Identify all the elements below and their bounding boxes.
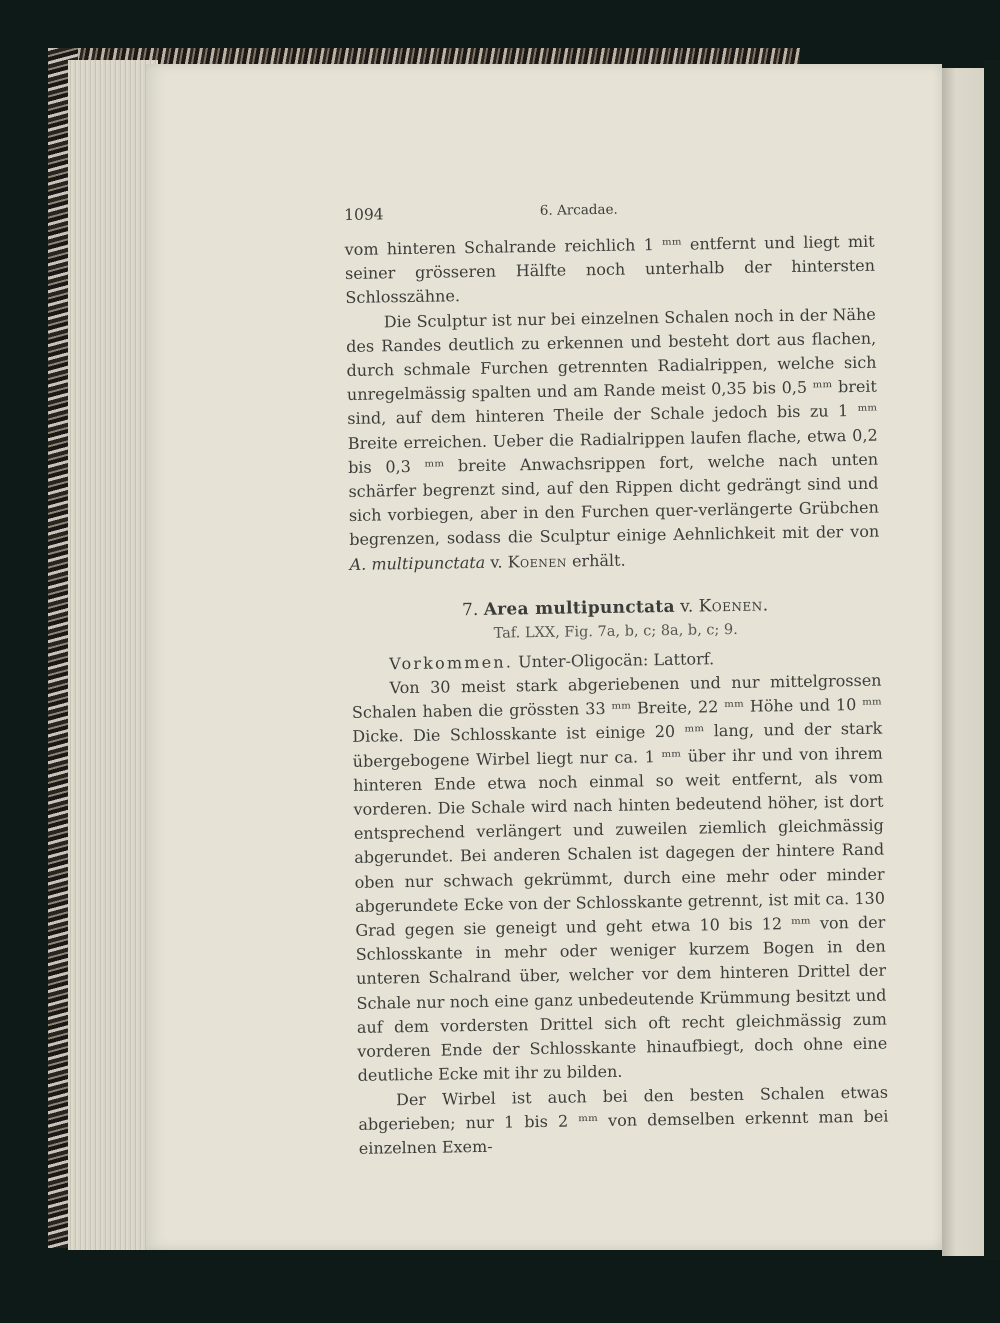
paragraph: Der Wirbel ist auch bei den besten Schalen etwas abgerieben; nur 1 bis 2 ᵐᵐ von demselben erkennt man bei einzelnen Exem- [358,1082,889,1158]
running-title: 6. Arcadae. [539,201,618,219]
background-edge [984,60,1000,1260]
author-name: Koenen [507,551,568,572]
paragraph-text: Die Sculptur ist nur bei einzelnen Schalen noch in der Nähe des Randes deutlich zu erkennen und besteht dort aus flachen, durch schmale Furchen getrennten Radialrippen, welche sich unregelmässig spalten und am Rande meist 0,35 bis 0,5 ᵐᵐ breit sind, auf dem hinteren Theile der Schale jedoch bis zu 1 ᵐᵐ Breite erreichen. Ueber die Radialrippen laufen flache, etwa 0,2 bis 0,3 ᵐᵐ breite Anwachsrippen fort, welche nach unten schärfer begrenzt sind, auf den Rippen dicht gedrängt sind und sich vorbiegen, aber in den Furchen quer-verlängerte Grübchen begrenzen, sodass die Sculptur einige Aehnlichkeit mit der von [346,304,880,550]
facing-page-edge [942,68,988,1256]
page-number: 1094 [344,205,384,224]
page-stack-edges [68,60,158,1250]
plate-reference: Taf. LXX, Fig. 7a, b, c; 8a, b, c; 9. [493,621,738,642]
occurrence-label: Vorkommen. [389,652,514,674]
species-title: Area multipunctata [483,596,675,620]
author-prefix: v. [680,596,694,617]
occurrence-value: Unter-Oligocän: Lattorf. [518,649,715,672]
paragraph [346,302,880,577]
paragraph-text: erhält. [566,550,626,571]
paragraph-text: v. [485,552,508,572]
paragraph: vom hinteren Schalrande reichlich 1 ᵐᵐ entfernt und liegt mit seiner grösseren Hälfte noch unterhalb der hintersten Schlosszähne. [344,231,876,308]
section-author: Koenen. [698,595,769,617]
page-text [344,198,889,1161]
species-name: A. multipunctata [349,552,486,574]
section-number: 7. [461,599,479,621]
paragraph: Von 30 meist stark abgeriebenen und nur mittelgrossen Schalen haben die grössten 33 ᵐᵐ Breite, 22 ᵐᵐ Höhe und 10 ᵐᵐ Dicke. Die Schlosskante ist einige 20 ᵐᵐ lang, und der stark übergebogene Wirbel liegt nur ca. 1 ᵐᵐ über ihr und von ihrem hinteren Ende etwa noch einmal so weit entfernt, als vom vorderen. Die Schale wird nach hinten bedeutend höher, ist dort entsprechend verlängert und zuweilen ziemlich gleichmässig abgerundet. Bei anderen Schalen ist dagegen der hintere Rand oben nur schwach gekrümmt, durch eine mehr oder minder abgerundete Ecke von der Schlosskante getrennt, ist mit ca. 130 Grad gegen sie geneigt und geht etwa 10 bis 12 ᵐᵐ von der Schlosskante in mehr oder weniger kurzem Bogen in den unteren Schalrand über, welcher vor dem hinteren Drittel der Schale nur noch eine ganz unbedeutende Krümmung besitzt und auf dem vordersten Drittel sich oft recht gleichmässig zum vorderen Ende der Schlosskante hinaufbiegt, doch ohne eine deutliche Ecke mit ihr zu bilden. [351,670,888,1086]
